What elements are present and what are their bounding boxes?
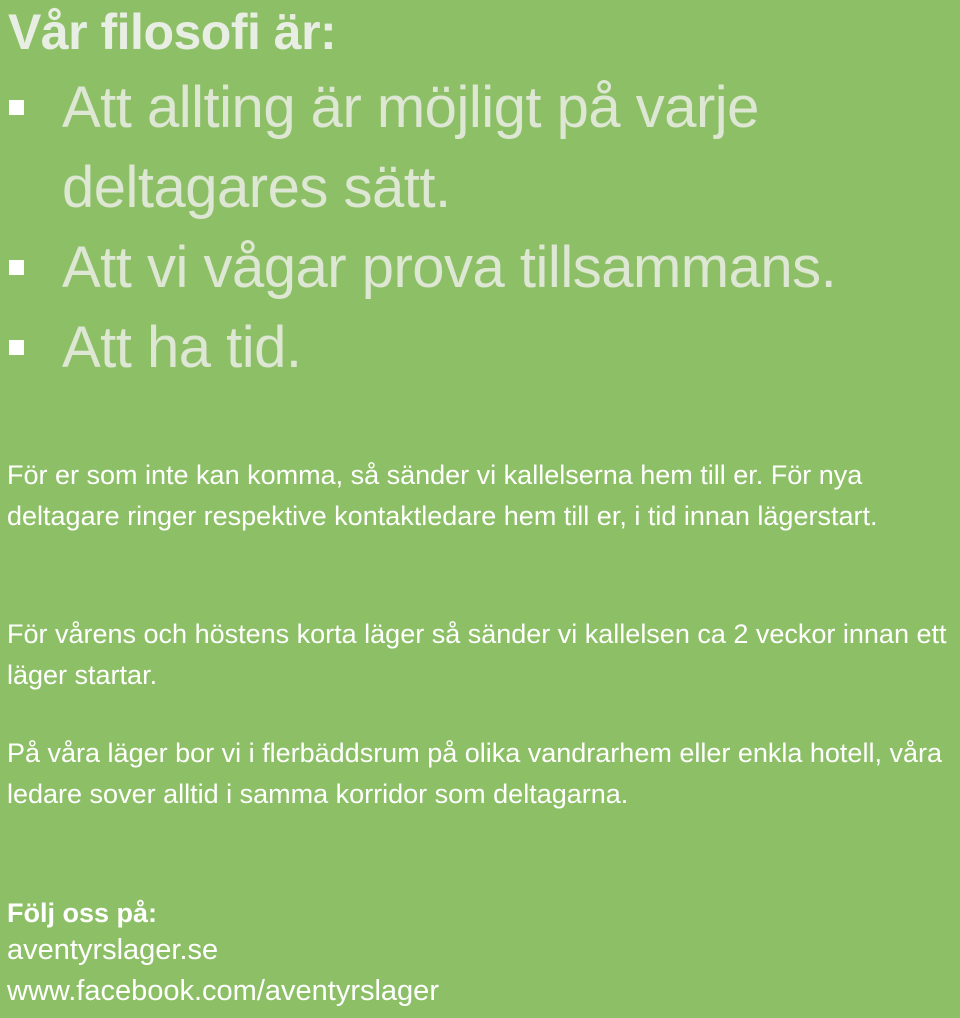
accommodation-paragraph: På våra läger bor vi i flerbäddsrum på olika vandrarhem eller enkla hotell, våra ledare sover alltid i samma korridor som deltagarna.: [7, 738, 942, 809]
website-link[interactable]: aventyrslager.se: [7, 934, 219, 966]
philosophy-item: [0, 68, 960, 228]
short-camp-paragraph: För vårens och höstens korta läger så sänder vi kallelsen ca 2 veckor innan ett läger startar.: [7, 619, 947, 690]
page-heading: Vår filosofi är:: [8, 4, 337, 60]
follow-us-title: Följ oss på:: [7, 898, 158, 928]
square-bullet-icon: [9, 100, 24, 115]
philosophy-list: [0, 68, 960, 388]
square-bullet-icon: [9, 260, 24, 275]
philosophy-item: [0, 228, 960, 308]
philosophy-item-text: Att ha tid.: [62, 315, 302, 380]
invitation-paragraph: För er som inte kan komma, så sänder vi kallelserna hem till er. För nya deltagare ringer respektive kontaktledare hem till er, i tid innan lägerstart.: [7, 460, 878, 531]
facebook-link[interactable]: www.facebook.com/aventyrslager: [7, 975, 439, 1007]
philosophy-item: [0, 308, 960, 388]
philosophy-item-text: Att vi vågar prova tillsammans.: [62, 235, 837, 300]
square-bullet-icon: [9, 340, 24, 355]
philosophy-item-text: Att allting är möjligt på varje deltagares sätt.: [62, 75, 759, 220]
